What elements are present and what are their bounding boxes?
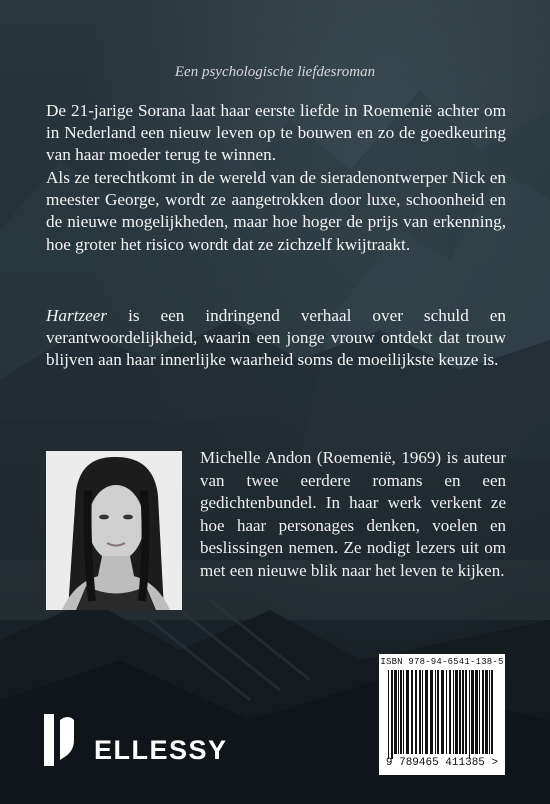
barcode-bar bbox=[441, 670, 444, 754]
barcode-bar bbox=[406, 670, 409, 754]
blurb-paragraph-3-text: is een indringend verhaal over schuld en verantwoordelijkheid, waarin een jonge vrouw ontdekt dat trouw blijven aan haar innerlijke waarheid soms de moeilijkste keuze is. bbox=[46, 306, 506, 370]
barcode-bar bbox=[475, 670, 478, 754]
barcode-bar bbox=[485, 670, 488, 754]
barcode-bar bbox=[446, 670, 447, 754]
isbn-number: ISBN 978-94-6541-138-5 bbox=[380, 657, 504, 667]
ean-digits: 9 789465 411385 > bbox=[385, 757, 499, 769]
book-subtitle: Een psychologische liefdesroman bbox=[174, 64, 376, 80]
barcode-bar bbox=[435, 670, 436, 754]
barcode-bar bbox=[455, 670, 458, 754]
barcode-bars bbox=[388, 670, 496, 759]
barcode-bar bbox=[394, 670, 397, 754]
isbn-barcode bbox=[379, 654, 505, 775]
barcode-bar bbox=[449, 670, 451, 754]
barcode-bar bbox=[430, 670, 433, 754]
barcode-bar bbox=[388, 670, 389, 759]
publisher-brand bbox=[40, 708, 228, 768]
barcode-bar bbox=[415, 670, 417, 754]
blurb-paragraph-3 bbox=[46, 305, 506, 372]
barcode-bar bbox=[425, 670, 428, 754]
blurb-paragraph-2: Als ze terechtkomt in de wereld van de sieradenontwerper Nick en meester George, wordt ze aangetrokken door luxe, schoonheid en de nieuwe mogelijkheden, maar hoe hoger de prijs van erkenning, hoe groter het risico wordt dat ze zichzelf kwijtraakt. bbox=[46, 168, 506, 254]
barcode-bar bbox=[419, 670, 421, 754]
barcode-bar bbox=[422, 670, 423, 754]
barcode-bar bbox=[403, 670, 404, 754]
barcode-bar bbox=[471, 670, 474, 754]
author-portrait-image bbox=[46, 451, 182, 610]
barcode-bar bbox=[398, 670, 399, 754]
author-bio: Michelle Andon (Roemenië, 1969) is auteur van twee eerdere romans en een gedichtenbundel. In haar werk verkent ze hoe haar personages denken, voelen en beslissingen nemen. Ze nodigt lezers uit om met een nieuwe blik naar het leven te kijken. bbox=[200, 448, 506, 580]
barcode-bar bbox=[482, 670, 484, 754]
barcode-bar bbox=[479, 670, 480, 754]
barcode-bar bbox=[491, 670, 493, 754]
publisher-logo-icon bbox=[40, 710, 102, 768]
barcode-bar bbox=[391, 670, 393, 759]
blurb-paragraph-1: De 21-jarige Sorana laat haar eerste liefde in Roemenië achter om in Nederland een nieuw leven op te bouwen en zo de goedkeuring van haar moeder terug te winnen. bbox=[46, 101, 506, 165]
barcode-bar bbox=[459, 670, 461, 754]
book-title-italic: Hartzeer bbox=[46, 306, 108, 325]
barcode-bar bbox=[411, 670, 413, 754]
barcode-bar bbox=[453, 670, 454, 754]
publisher-name: ELLESSY bbox=[94, 735, 228, 765]
barcode-bar bbox=[462, 670, 464, 754]
barcode-bar bbox=[465, 670, 467, 754]
barcode-bar bbox=[437, 670, 439, 754]
barcode-bar bbox=[489, 670, 490, 754]
barcode-bar bbox=[400, 670, 402, 754]
barcode-bar bbox=[469, 670, 470, 759]
author-photo bbox=[46, 451, 182, 610]
